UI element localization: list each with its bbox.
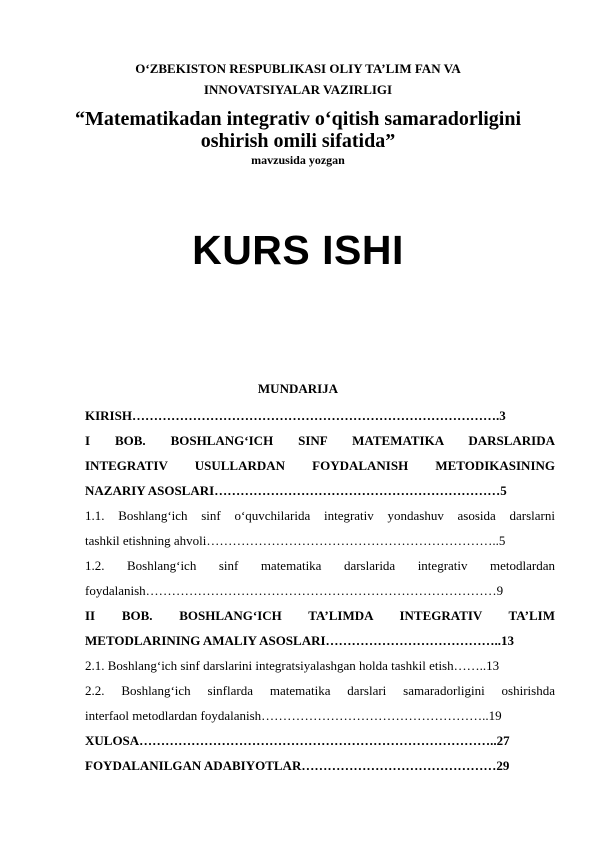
toc-section-2-1: 2.1. Boshlang‘ich sinf darslarini integratsiyalashgan holda tashkil etish……..13 (85, 658, 500, 673)
topic-line-1: “Matematikadan integrativ o‘qitish samaradorligini (74, 108, 522, 130)
toc-chapter-2-line-2: METODLARINING AMALIY ASOSLARI…………………………………..13 (85, 633, 515, 648)
toc-section-1-1-line-1: 1.1. Boshlang‘ich sinf o‘quvchilarida integrativ yondashuv asosida darslarni (85, 508, 555, 523)
ministry-line-1: O‘ZBEKISTON RESPUBLIKASI OLIY TA’LIM FAN VA (135, 61, 461, 76)
toc-section-1-1-line-2: tashkil etishning ahvoli…………………………………………………………..5 (85, 533, 506, 548)
toc-section-2-2-line-2: interfaol metodlardan foydalanish……………………………………………..19 (85, 708, 502, 723)
document-type-title: KURS ISHI (192, 227, 404, 273)
topic-subtitle: mavzusida yozgan (251, 153, 345, 167)
toc-entry-references: FOYDALANILGAN ADABIYOTLAR………………………………………29 (85, 758, 510, 773)
toc-section-1-2-line-2: foydalanish………………………………………………………………………9 (85, 583, 504, 598)
topic-line-2: oshirish omili sifatida” (200, 130, 396, 152)
toc-chapter-1-line-1: I BOB. BOSHLANG‘ICH SINF MATEMATIKA DARSLARIDA (85, 433, 555, 448)
ministry-line-2: INNOVATSIYALAR VAZIRLIGI (203, 82, 393, 97)
contents-title: MUNDARIJA (257, 381, 339, 396)
toc-entry-conclusion: XULOSA………………………………………………………………………..27 (85, 733, 510, 748)
toc-chapter-1-line-3: NAZARIY ASOSLARI…………………………………………………………5 (85, 483, 507, 498)
toc-chapter-1-line-2: INTEGRATIV USULLARDAN FOYDALANISH METODIKASINING (85, 458, 555, 473)
toc-chapter-2-line-1: II BOB. BOSHLANG‘ICH TA’LIMDA INTEGRATIV TA’LIM (85, 608, 555, 623)
toc-section-2-2-line-1: 2.2. Boshlang‘ich sinflarda matematika darslari samaradorligini oshirishda (85, 683, 555, 698)
toc-entry-introduction: KIRISH………………………………………………………………………….3 (85, 408, 506, 423)
toc-section-1-2-line-1: 1.2. Boshlang‘ich sinf matematika darslarida integrativ metodlardan (85, 558, 555, 573)
